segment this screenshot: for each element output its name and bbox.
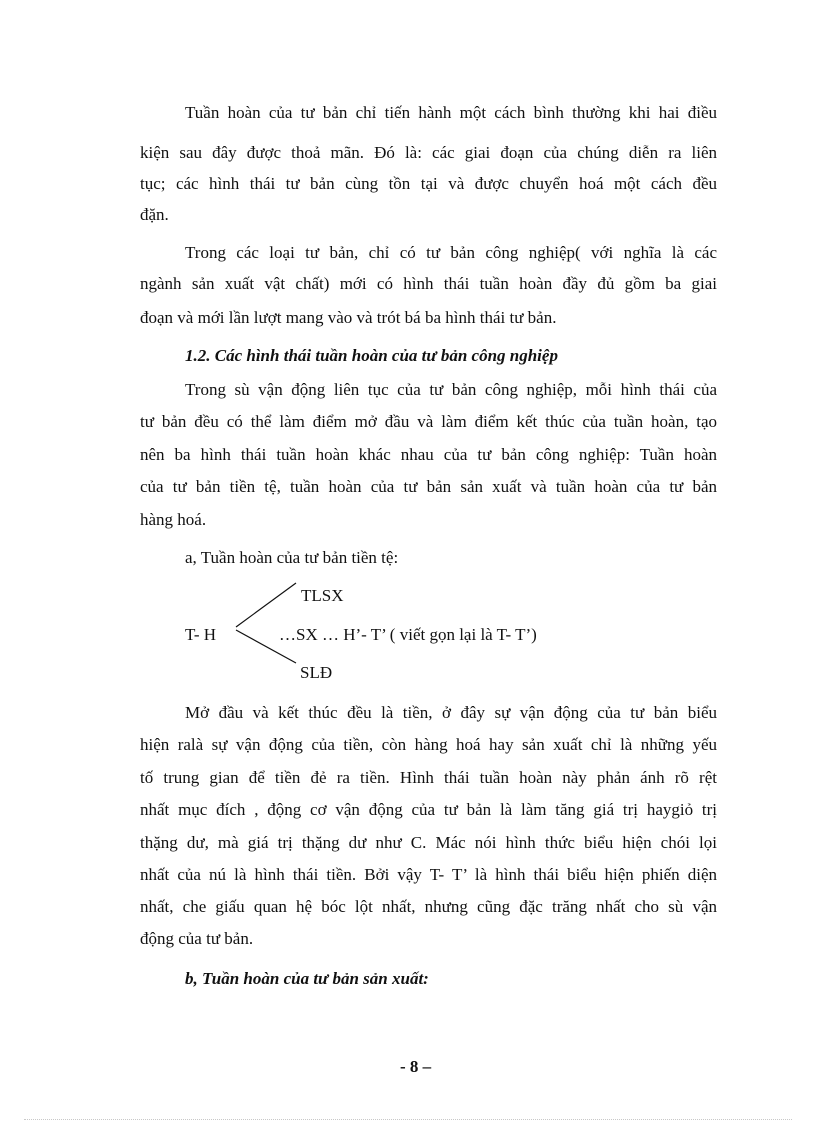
paragraph-line: tư bản đều có thể làm điểm mở đầu và làm điểm kết thúc của tuần hoàn, tạo xyxy=(140,412,717,431)
paragraph-line: nhất mục đích , động cơ vận động của tư bản là làm tăng giá trị haygiỏ trị xyxy=(140,800,717,819)
formula-lower-branch: SLĐ xyxy=(300,663,333,682)
formula-start: T- H xyxy=(185,625,217,644)
paragraph-line: đoạn và mới lần lượt mang vào và trót bá ba hình thái tư bản. xyxy=(140,308,557,327)
paragraph-line: tục; các hình thái tư bản cùng tồn tại và được chuyển hoá một cách đều xyxy=(140,174,717,193)
paragraph-line: nhất, che giấu quan hệ bóc lột nhất, nhưng cũng đặc trăng nhất cho sù vận xyxy=(140,897,717,916)
paragraph-line: tố trung gian để tiền đẻ ra tiền. Hình thái tuần hoàn này phản ánh rõ rệt xyxy=(140,768,717,787)
paragraph-line: thặng dư, mà giá trị thặng dư như C. Mác nói hình thức biểu hiện chói lọi xyxy=(140,833,717,852)
section-heading: 1.2. Các hình thái tuần hoàn của tư bản công nghiệp xyxy=(185,346,558,365)
paragraph-line: nên ba hình thái tuần hoàn khác nhau của tư bản công nghiệp: Tuần hoàn xyxy=(140,445,717,464)
page-number: - 8 – xyxy=(400,1057,432,1076)
paragraph-line: của tư bản tiền tệ, tuần hoàn của tư bản sản xuất và tuần hoàn của tư bản xyxy=(140,477,717,496)
paragraph-line: ngành sản xuất vật chất) mới có hình thái tuần hoàn đầy đủ gồm ba giai xyxy=(140,274,717,293)
formula-upper-branch: TLSX xyxy=(301,586,344,605)
formula-continuation: …SX … H’- T’ ( viết gọn lại là T- T’) xyxy=(279,625,537,644)
paragraph-line: hàng hoá. xyxy=(140,510,207,529)
paragraph-line: Mở đầu và kết thúc đều là tiền, ở đây sự vận động của tư bản biểu xyxy=(185,703,717,722)
paragraph-line: nhất của nú là hình thái tiền. Bởi vậy T- T’ là hình thái biểu hiện phiến diện xyxy=(140,865,717,884)
paragraph-line: kiện sau đây được thoả mãn. Đó là: các giai đoạn của chúng diễn ra liên xyxy=(140,143,717,162)
paragraph-line: hiện ralà sự vận động của tiền, còn hàng hoá hay sản xuất chỉ là những yếu xyxy=(140,735,717,754)
subsection-heading: b, Tuần hoàn của tư bản sản xuất: xyxy=(185,969,429,988)
paragraph-line: Tuần hoàn của tư bản chỉ tiến hành một cách bình thường khi hai điều xyxy=(185,103,717,122)
paragraph-line: Trong các loại tư bản, chỉ có tư bản công nghiệp( với nghĩa là các xyxy=(185,243,717,262)
paragraph-line: động của tư bản. xyxy=(140,929,254,948)
page-bottom-divider xyxy=(24,1119,792,1120)
subsection-label: a, Tuần hoàn của tư bản tiền tệ: xyxy=(185,548,399,567)
paragraph-line: Trong sù vận động liên tục của tư bản công nghiệp, mỗi hình thái của xyxy=(185,380,717,399)
paragraph-line: đặn. xyxy=(140,205,169,224)
